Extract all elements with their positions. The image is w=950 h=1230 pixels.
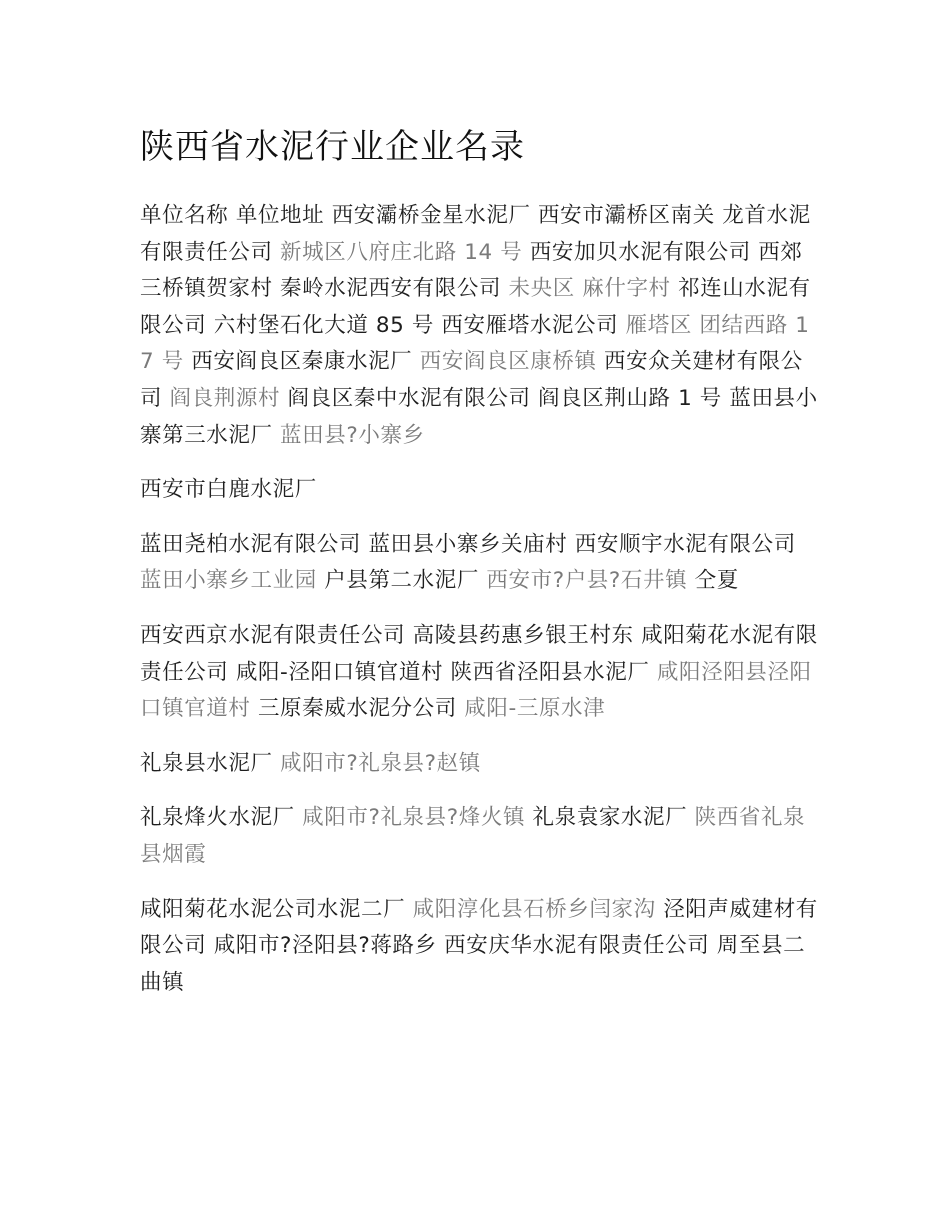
entry-text: 户县第二水泥厂: [324, 568, 479, 594]
address-entry: 咸阳市?礼泉县?赵镇: [280, 750, 481, 776]
entry-text: 咸阳菊花水泥有限责任公司: [140, 622, 818, 685]
address-entry: 麻什字村: [582, 276, 671, 302]
entry-text: 西安市白鹿水泥厂: [140, 477, 317, 503]
paragraph: [140, 472, 820, 509]
entry-text: 单位名称: [140, 203, 229, 228]
entry-text: 西安阎良区秦康水泥厂: [191, 349, 413, 375]
entry-text: 咸阳菊花水泥公司水泥二厂: [140, 896, 406, 922]
entry-text: 西安庆华水泥有限责任公司: [444, 933, 710, 959]
paragraph: [140, 746, 820, 783]
address-entry: 新城区八府庄北路 14 号: [280, 239, 523, 265]
entry-text: 周至县二曲镇: [140, 933, 806, 995]
address-entry: 未央区: [508, 276, 575, 302]
entry-text: 咸阳-泾阳口镇官道村: [235, 659, 444, 685]
paragraph: [140, 892, 820, 1002]
address-entry: 咸阳淳化县石桥乡闫家沟: [412, 896, 656, 922]
entry-text: 西安加贝水泥有限公司: [529, 239, 751, 265]
address-entry: 咸阳市?礼泉县?烽火镇: [302, 805, 526, 831]
address-entry: 蓝田县?小寨乡: [280, 422, 425, 448]
entry-text: 礼泉县水泥厂: [140, 750, 273, 776]
address-entry: 咸阳泾阳县泾阳口镇官道村: [140, 659, 812, 722]
entry-text: 咸阳市?泾阳县?蒋路乡: [213, 933, 437, 959]
entry-text: 西安灞桥金星水泥厂: [331, 203, 531, 228]
paragraph: [140, 800, 820, 873]
entry-text: 蓝田尧柏水泥有限公司: [140, 531, 362, 557]
address-entry: 团结西路 17 号: [140, 312, 810, 375]
entry-text: 西安众关建材有限公司: [140, 349, 803, 411]
entry-text: 秦岭水泥西安有限公司: [280, 276, 502, 302]
document-page: [140, 118, 820, 1019]
entry-text: 单位地址: [235, 203, 325, 228]
entry-text: 礼泉袁家水泥厂: [532, 805, 688, 831]
entry-text: 西安西京水泥有限责任公司: [140, 622, 406, 648]
entry-text: 祁连山水泥有限公司: [140, 276, 811, 338]
entry-text: 西郊三桥镇贺家村: [140, 239, 803, 302]
entry-text: 礼泉烽火水泥厂: [140, 805, 295, 831]
entry-text: 西安顺宇水泥有限公司: [574, 531, 796, 557]
address-entry: 阎良荆源村: [169, 385, 281, 411]
entry-text: 仝夏: [694, 568, 739, 594]
entry-text: 高陵县药惠乡银王村东: [412, 622, 634, 648]
entry-text: 西安市灞桥区南关: [538, 203, 715, 228]
entry-text: 六村堡石化大道 85 号: [213, 312, 434, 338]
address-entry: 西安阎良区康桥镇: [419, 349, 597, 375]
paragraph: [140, 527, 820, 600]
entry-text: 蓝田县小寨第三水泥厂: [140, 385, 818, 448]
address-entry: 咸阳-三原水津: [464, 696, 606, 722]
paragraph: [140, 198, 820, 454]
entry-text: 阎良区秦中水泥有限公司: [287, 385, 531, 411]
address-entry: 雁塔区: [625, 312, 692, 338]
paragraph: [140, 618, 820, 728]
document-title: 陕西省水泥行业企业名录: [140, 127, 525, 167]
address-entry: 陕西省礼泉县烟霞: [140, 805, 806, 867]
address-entry: 蓝田小寨乡工业园: [140, 568, 317, 594]
entry-text: 三原秦威水泥分公司: [257, 696, 457, 722]
entry-text: 蓝田县小寨乡关庙村: [368, 531, 568, 557]
entry-text: 阎良区荆山路 1 号: [538, 385, 722, 411]
entry-text: 西安雁塔水泥公司: [441, 312, 619, 338]
entry-text: 泾阳声威建材有限公司: [140, 896, 818, 959]
entry-text: 陕西省泾阳县水泥厂: [450, 659, 650, 685]
document-body: [140, 198, 820, 1001]
entry-text: 龙首水泥有限责任公司: [140, 203, 811, 265]
address-entry: 西安市?户县?石井镇: [486, 568, 688, 594]
